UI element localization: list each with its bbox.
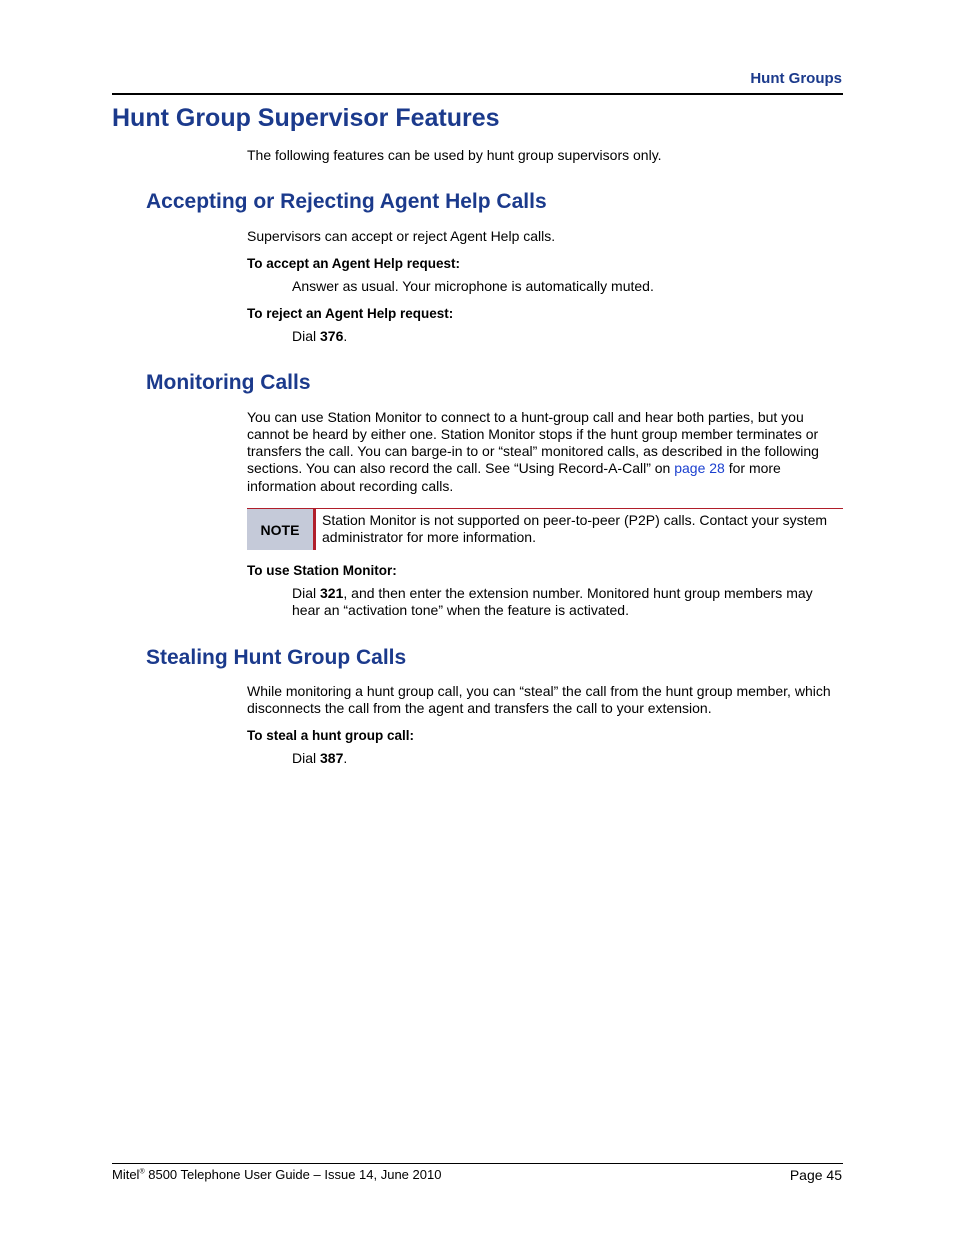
note-text: Station Monitor is not supported on peer-to-peer (P2P) calls. Contact your system administrator for more information.: [322, 512, 828, 545]
section-heading-accepting: Accepting or Rejecting Agent Help Calls: [146, 190, 547, 213]
page-title: Hunt Group Supervisor Features: [112, 104, 500, 132]
use-monitor-step: [292, 585, 843, 619]
header-divider: [112, 93, 843, 95]
note-accent-bar: [313, 509, 316, 550]
use-step-prefix: Dial: [292, 585, 321, 601]
accept-procedure-label: To accept an Agent Help request:: [247, 256, 461, 271]
footer-brand: Mitel: [112, 1167, 140, 1182]
monitoring-body-text: for more: [724, 460, 781, 476]
reject-code: 376: [320, 328, 344, 344]
stealing-body: While monitoring a hunt group call, you can “steal” the call from the hunt group member, which disconnects the call from the agent and transfers the call to your extension.: [247, 683, 831, 716]
reject-step: [292, 328, 843, 345]
steal-procedure-label: To steal a hunt group call:: [247, 728, 415, 743]
steal-code: 387: [320, 750, 344, 766]
monitoring-body-line: You can use Station Monitor to connect to a hunt-group call and hear both parties, but you: [247, 409, 804, 425]
reject-step-suffix: .: [343, 328, 348, 344]
reject-step-prefix: Dial: [292, 328, 321, 344]
steal-step-suffix: .: [343, 750, 348, 766]
running-header: Hunt Groups: [750, 70, 842, 87]
monitoring-body-line: cannot be heard by either one. Station Monitor stops if the hunt group member terminates or: [247, 426, 819, 442]
monitoring-body: [247, 409, 843, 495]
intro-text: The following features can be used by hunt group supervisors only.: [247, 147, 662, 163]
note-top-rule: [247, 508, 843, 509]
use-step-suffix: , and then enter the extension number. Monitored hunt group members may hear an “activation tone” when the feature is activated.: [292, 585, 813, 618]
monitoring-body-line: [247, 460, 843, 477]
monitoring-body-text: sections. You can also record the call. See “Using Record-A-Call” on: [247, 460, 675, 476]
reject-procedure-label: To reject an Agent Help request:: [247, 306, 454, 321]
use-code: 321: [320, 585, 344, 601]
monitoring-body-line: information about recording calls.: [247, 478, 454, 494]
use-monitor-procedure-label: To use Station Monitor:: [247, 563, 397, 578]
note-label: NOTE: [247, 509, 313, 550]
monitoring-body-line: transfers the call. You can barge-in to or “steal” monitored calls, as described in the following: [247, 443, 819, 459]
accept-step: Answer as usual. Your microphone is automatically muted.: [292, 278, 654, 294]
page-28-link[interactable]: page 28: [674, 460, 725, 476]
page-number: Page 45: [789, 1167, 842, 1183]
accepting-body: Supervisors can accept or reject Agent Help calls.: [247, 228, 556, 244]
footer-document-info: [112, 1167, 441, 1182]
steal-step: [292, 750, 843, 767]
steal-step-prefix: Dial: [292, 750, 321, 766]
footer-divider: [112, 1163, 843, 1164]
registered-mark: ®: [139, 1168, 145, 1176]
section-heading-monitoring: Monitoring Calls: [146, 371, 311, 394]
footer-doc-title: 8500 Telephone User Guide – Issue 14, June 2010: [144, 1167, 442, 1182]
section-heading-stealing: Stealing Hunt Group Calls: [146, 646, 407, 669]
